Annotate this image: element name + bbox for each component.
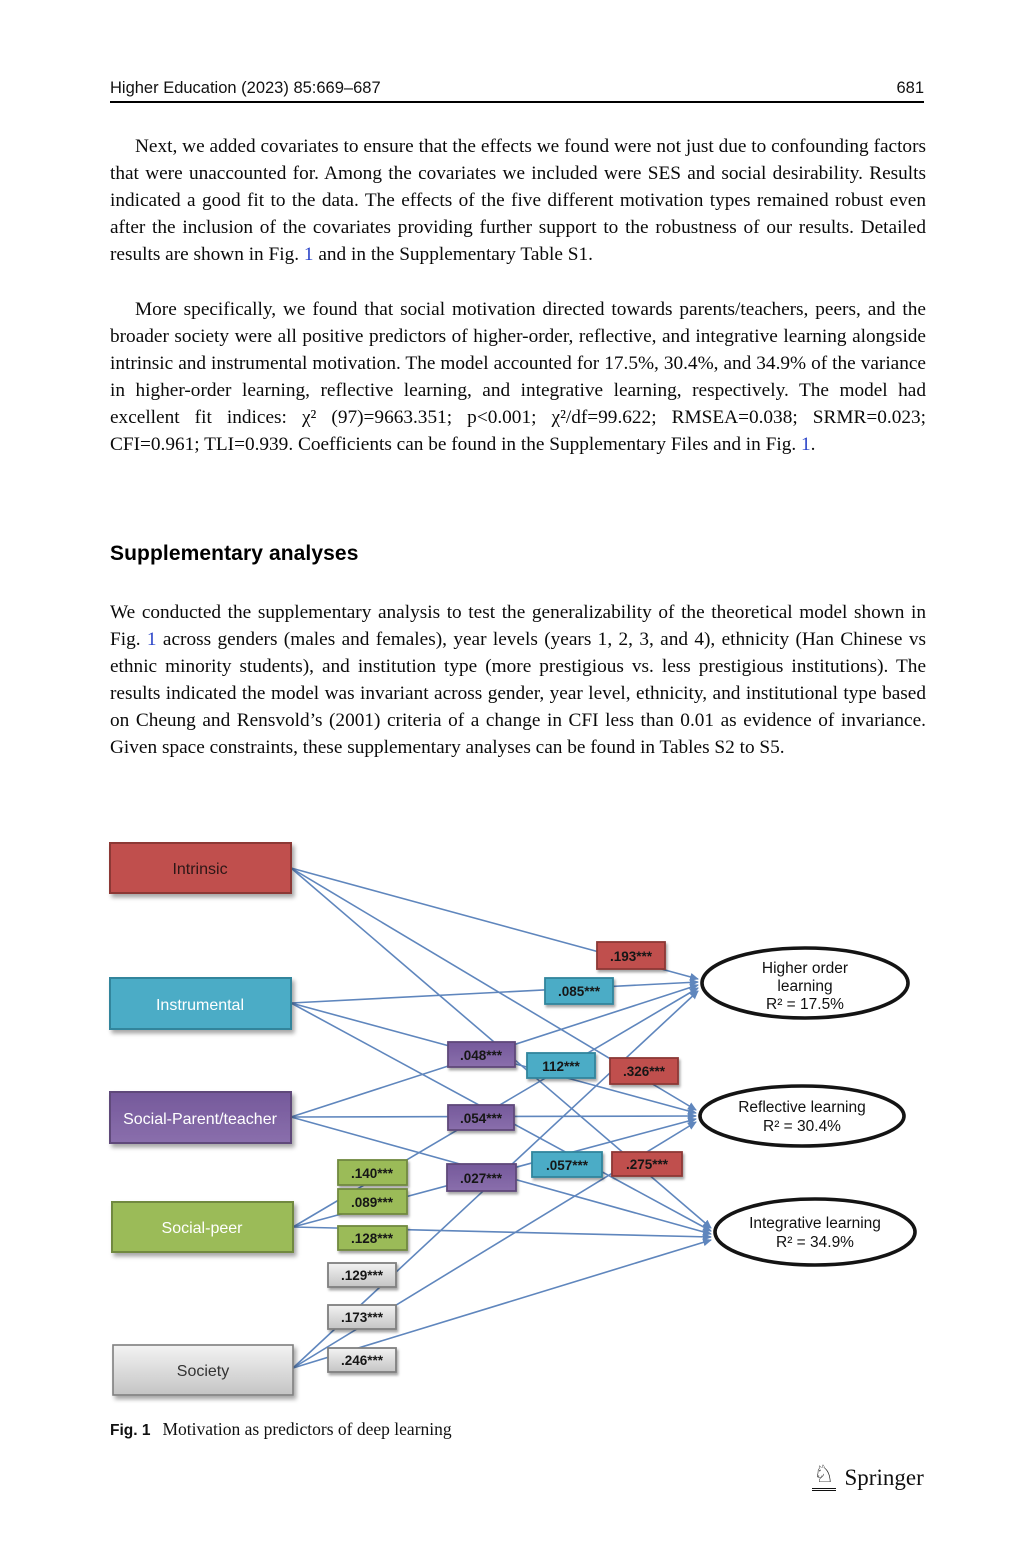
- coef-parentteacher-reflective: [448, 1105, 514, 1130]
- figure-caption-label: Fig. 1: [110, 1422, 151, 1439]
- outcome-ellipse-integrative: [715, 1199, 915, 1265]
- svg-text:.089***: .089***: [350, 1195, 394, 1210]
- fig1-link[interactable]: 1: [303, 244, 314, 265]
- coef-peer-integrative: [338, 1226, 407, 1250]
- coef-society-reflective: [328, 1305, 396, 1329]
- svg-text:Instrumental: Instrumental: [155, 997, 245, 1014]
- svg-text:.128***: .128***: [350, 1231, 394, 1246]
- svg-text:Higher order: Higher order: [761, 960, 849, 977]
- svg-text:R² = 34.9%: R² = 34.9%: [776, 1234, 854, 1251]
- svg-text:learning: learning: [777, 978, 833, 995]
- svg-text:.193***: .193***: [609, 949, 653, 964]
- svg-text:R² = 30.4%: R² = 30.4%: [763, 1118, 841, 1135]
- svg-text:.173***: .173***: [340, 1310, 384, 1325]
- svg-text:Integrative learning: Integrative learning: [749, 1215, 881, 1232]
- figure-caption-text: Motivation as predictors of deep learning: [162, 1419, 452, 1439]
- paragraph-text: More specifically, we found that social motivation directed towards parents/teachers, peers, and the broader society were all positive predictors of higher-order, reflective, and integrative learning alongside intrinsic and instrumental motivation. The model accounted for 17.5%, 30.4%, and 34.9% of the variance in higher-order learning, reflective learning, and integrative learning, respectively. The model had excellent fit indices: χ² (97)=9663.351; p<0.001; χ²/df=99.622; RMSEA=0.038; SRMR=0.023; CFI=0.961; TLI=0.939. Coefficients can be found in the Supplementary Files and in Fig.: [110, 299, 926, 455]
- svg-text:Social-peer: Social-peer: [161, 1220, 243, 1237]
- svg-text:.048***: .048***: [459, 1048, 503, 1063]
- running-head: [110, 79, 924, 98]
- svg-text:.054***: .054***: [459, 1111, 503, 1126]
- svg-text:.057***: .057***: [545, 1158, 589, 1173]
- coef-intrinsic-integrative: [612, 1152, 682, 1176]
- svg-text:.246***: .246***: [340, 1353, 384, 1368]
- springer-logo: [812, 1463, 924, 1491]
- coef-parentteacher-higher: [448, 1042, 515, 1067]
- paragraph-text: across genders (males and females), year levels (years 1, 2, 3, and 4), ethnicity (Han Chinese vs ethnic minority students), and institution type (more prestigious vs. less prestigious institutions). The results indicated the model was invariant across gender, year level, ethnicity, and institutional type based on Cheung and Rensvold’s (2001) criteria of a change in CFI less than 0.01 as evidence of invariance. Given space constraints, these supplementary analyses can be found in Tables S2 to S5.: [110, 629, 926, 758]
- paragraph-text: .: [810, 434, 816, 455]
- paragraph-results: [110, 296, 926, 458]
- svg-text:.085***: .085***: [557, 984, 601, 999]
- predictor-box-social-parent-teacher: [110, 1092, 291, 1143]
- coef-instrumental-integrative: [532, 1152, 602, 1177]
- page-number: 681: [896, 79, 924, 97]
- fig1-link[interactable]: 1: [800, 434, 811, 455]
- path-line-instrumental-higher: [291, 982, 698, 1003]
- section-heading: Supplementary analyses: [110, 542, 359, 565]
- paragraph-text: and in the Supplementary Table S1.: [313, 244, 593, 265]
- coef-peer-reflective: [338, 1189, 407, 1214]
- predictor-box-society: [113, 1345, 293, 1395]
- svg-text:.129***: .129***: [340, 1268, 384, 1283]
- header-rule: [110, 101, 924, 103]
- svg-text:.027***: .027***: [459, 1171, 503, 1186]
- coef-instrumental-higher: [545, 978, 613, 1004]
- svg-text:Reflective learning: Reflective learning: [738, 1099, 866, 1116]
- outcome-ellipse-reflective: [700, 1086, 904, 1146]
- svg-text:Social-Parent/teacher: Social-Parent/teacher: [123, 1111, 277, 1128]
- paragraph-supplementary: [110, 599, 926, 761]
- svg-text:R² = 17.5%: R² = 17.5%: [766, 996, 844, 1013]
- svg-text:Society: Society: [176, 1363, 230, 1380]
- svg-text:112***: 112***: [542, 1059, 580, 1074]
- svg-text:.275***: .275***: [625, 1157, 669, 1172]
- coef-society-integrative: [328, 1348, 396, 1372]
- path-coefficients: [328, 942, 682, 1372]
- paragraph-text: Next, we added covariates to ensure that the effects we found were not just due to confounding factors that were unaccounted for. Among the covariates we included were SES and social desirability. Results indicated a good fit to the data. The effects of the five different motivation types remained robust even after the inclusion of the covariates providing further support to the robustness of our results. Detailed results are shown in Fig.: [110, 136, 926, 265]
- coef-intrinsic-reflective: [610, 1058, 678, 1084]
- fig1-link[interactable]: 1: [146, 629, 157, 650]
- svg-text:.326***: .326***: [622, 1064, 666, 1079]
- figure-caption: [110, 1419, 452, 1440]
- predictor-box-intrinsic: [110, 843, 291, 893]
- predictor-boxes: [110, 843, 293, 1395]
- outcome-ellipse-higher-order: [702, 948, 908, 1018]
- paragraph-covariates: [110, 133, 926, 268]
- springer-knight-icon: ♘: [812, 1463, 836, 1491]
- figure-1-path-diagram: [110, 833, 934, 1408]
- coef-intrinsic-higher: [597, 942, 665, 969]
- outcome-ellipses: [700, 948, 915, 1265]
- coef-parentteacher-integrative: [447, 1164, 516, 1191]
- predictor-box-social-peer: [112, 1202, 293, 1252]
- svg-text:.140***: .140***: [350, 1166, 394, 1181]
- coef-society-higher: [328, 1263, 396, 1287]
- coef-peer-higher: [338, 1160, 407, 1185]
- paragraph-text: We conducted the supplementary analysis to test the generalizability of the theoretical model shown in Fig.: [110, 602, 926, 650]
- journal-reference: Higher Education (2023) 85:669–687: [110, 79, 381, 97]
- coef-instrumental-reflective: [527, 1053, 595, 1078]
- svg-text:Intrinsic: Intrinsic: [172, 861, 228, 878]
- publisher-name: Springer: [844, 1465, 924, 1490]
- predictor-box-instrumental: [110, 978, 291, 1029]
